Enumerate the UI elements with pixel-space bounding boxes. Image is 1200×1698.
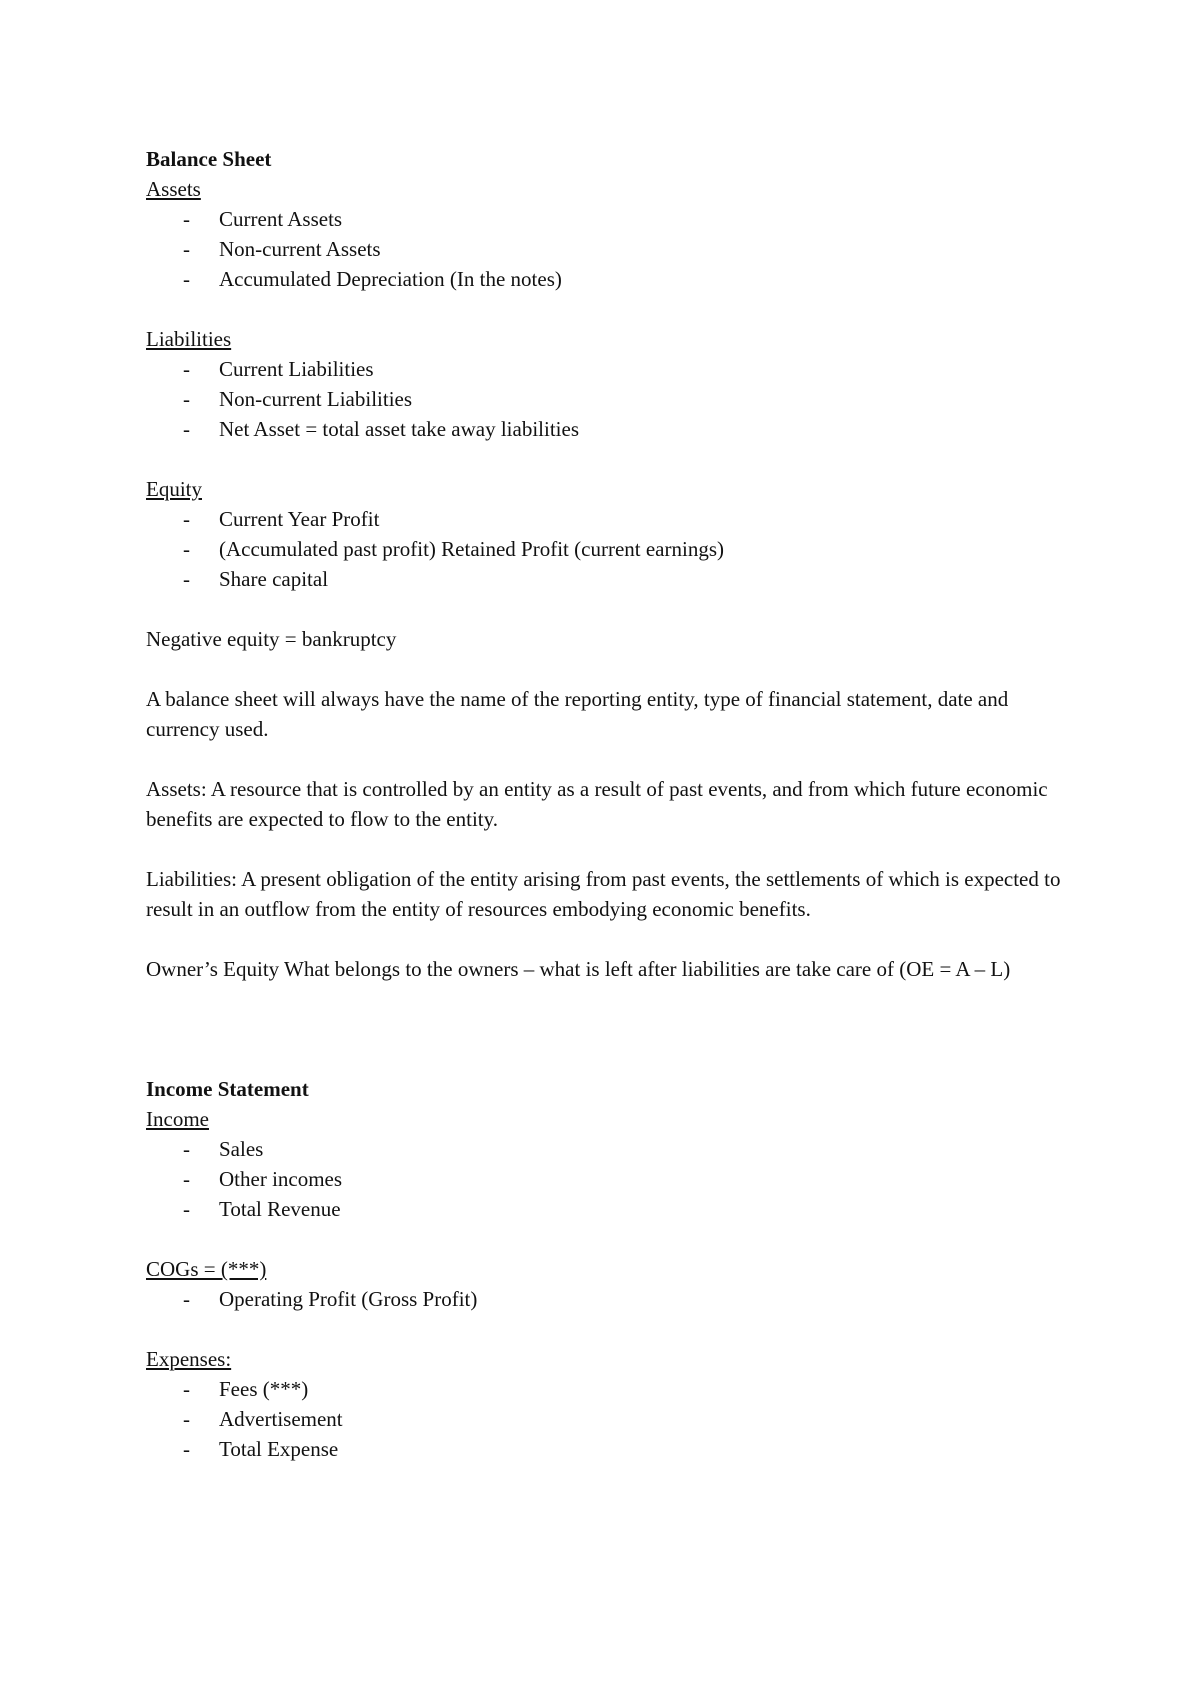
dash-bullet: - bbox=[183, 1167, 190, 1191]
dash-bullet: - bbox=[183, 1377, 190, 1401]
list-item-text: Non-current Liabilities bbox=[219, 387, 413, 411]
document-page bbox=[146, 144, 1066, 1464]
list-item-text: Total Revenue bbox=[219, 1197, 341, 1221]
list-item-text: Non-current Assets bbox=[219, 237, 381, 261]
list-item-text: Total Expense bbox=[219, 1437, 339, 1461]
list-item bbox=[146, 534, 1066, 564]
dash-bullet: - bbox=[183, 537, 190, 561]
spacer bbox=[146, 1314, 1066, 1344]
income-heading: Income bbox=[146, 1107, 209, 1131]
dash-bullet: - bbox=[183, 267, 190, 291]
list-item-text: Fees (***) bbox=[219, 1377, 309, 1401]
dash-bullet: - bbox=[183, 507, 190, 531]
list-item-text: (Accumulated past profit) Retained Profit (current earnings) bbox=[219, 537, 724, 561]
spacer bbox=[146, 744, 1066, 774]
list-item bbox=[146, 564, 1066, 594]
dash-bullet: - bbox=[183, 417, 190, 441]
equity-heading: Equity bbox=[146, 477, 202, 501]
dash-bullet: - bbox=[183, 1197, 190, 1221]
list-item bbox=[146, 264, 1066, 294]
assets-definition-paragraph: Assets: A resource that is controlled by an entity as a result of past events, and from which future economic benefits are expected to flow to the entity. bbox=[146, 777, 1048, 831]
liabilities-list bbox=[146, 354, 1066, 444]
assets-heading: Assets bbox=[146, 177, 201, 201]
dash-bullet: - bbox=[183, 207, 190, 231]
income-statement-heading: Income Statement bbox=[146, 1077, 309, 1101]
spacer bbox=[146, 1224, 1066, 1254]
list-item-text: Operating Profit (Gross Profit) bbox=[219, 1287, 478, 1311]
dash-bullet: - bbox=[183, 1287, 190, 1311]
owners-equity-definition-paragraph: Owner’s Equity What belongs to the owners – what is left after liabilities are take care of (OE = A – L) bbox=[146, 957, 1011, 981]
list-item bbox=[146, 1404, 1066, 1434]
income-list bbox=[146, 1134, 1066, 1224]
list-item-text: Share capital bbox=[219, 567, 329, 591]
expenses-list bbox=[146, 1374, 1066, 1464]
list-item bbox=[146, 1194, 1066, 1224]
spacer bbox=[146, 834, 1066, 864]
list-item bbox=[146, 1284, 1066, 1314]
cogs-list bbox=[146, 1284, 1066, 1314]
list-item-text: Sales bbox=[219, 1137, 264, 1161]
list-item-text: Current Liabilities bbox=[219, 357, 374, 381]
spacer bbox=[146, 594, 1066, 624]
list-item bbox=[146, 414, 1066, 444]
assets-list bbox=[146, 204, 1066, 294]
list-item-text: Current Year Profit bbox=[219, 507, 380, 531]
dash-bullet: - bbox=[183, 237, 190, 261]
list-item-text: Advertisement bbox=[219, 1407, 343, 1431]
list-item bbox=[146, 234, 1066, 264]
dash-bullet: - bbox=[183, 567, 190, 591]
list-item bbox=[146, 504, 1066, 534]
list-item-text: Accumulated Depreciation (In the notes) bbox=[219, 267, 562, 291]
list-item bbox=[146, 204, 1066, 234]
balance-sheet-heading: Balance Sheet bbox=[146, 147, 272, 171]
dash-bullet: - bbox=[183, 357, 190, 381]
dash-bullet: - bbox=[183, 1407, 190, 1431]
list-item-text: Other incomes bbox=[219, 1167, 343, 1191]
liabilities-heading: Liabilities bbox=[146, 327, 232, 351]
dash-bullet: - bbox=[183, 1137, 190, 1161]
dash-bullet: - bbox=[183, 387, 190, 411]
negative-equity-note: Negative equity = bankruptcy bbox=[146, 627, 397, 651]
spacer bbox=[146, 924, 1066, 954]
expenses-heading: Expenses: bbox=[146, 1347, 232, 1371]
spacer bbox=[146, 444, 1066, 474]
dash-bullet: - bbox=[183, 1437, 190, 1461]
list-item-text: Current Assets bbox=[219, 207, 343, 231]
list-item bbox=[146, 1134, 1066, 1164]
list-item bbox=[146, 384, 1066, 414]
list-item bbox=[146, 1164, 1066, 1194]
equity-list bbox=[146, 504, 1066, 594]
liabilities-definition-paragraph: Liabilities: A present obligation of the entity arising from past events, the settlements of which is expected to result in an outflow from the entity of resources embodying economic benefits. bbox=[146, 867, 1061, 921]
spacer bbox=[146, 984, 1066, 1074]
balance-sheet-requirements-paragraph: A balance sheet will always have the name of the reporting entity, type of financial statement, date and currency used. bbox=[146, 687, 1009, 741]
list-item bbox=[146, 1434, 1066, 1464]
spacer bbox=[146, 294, 1066, 324]
spacer bbox=[146, 654, 1066, 684]
list-item bbox=[146, 354, 1066, 384]
list-item bbox=[146, 1374, 1066, 1404]
cogs-heading: COGs = (***) bbox=[146, 1257, 267, 1281]
list-item-text: Net Asset = total asset take away liabilities bbox=[219, 417, 580, 441]
